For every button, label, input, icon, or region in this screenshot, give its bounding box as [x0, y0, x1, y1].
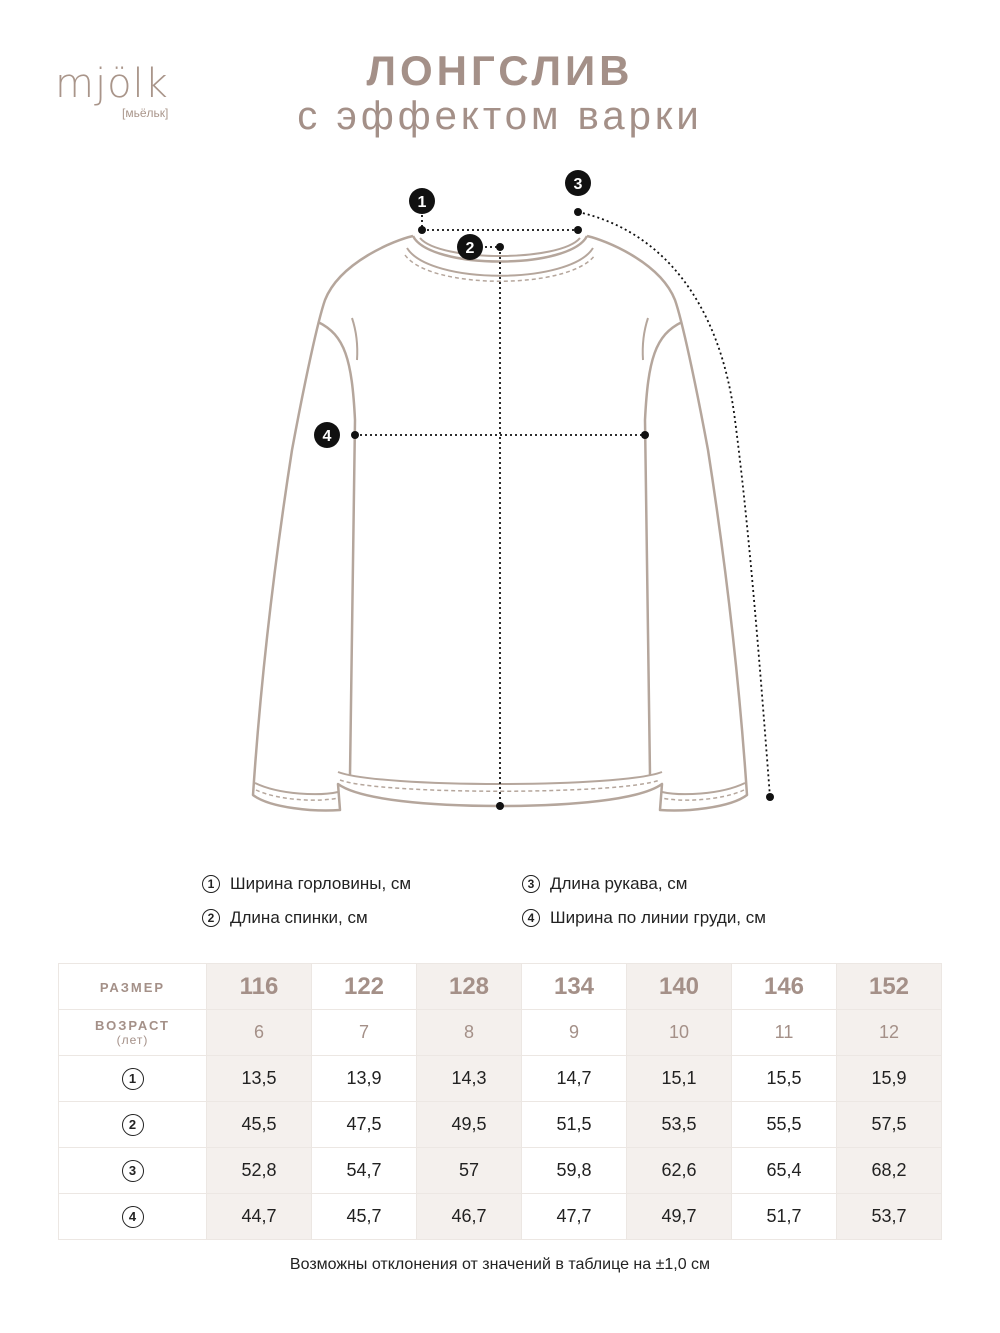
- age-cell: 8: [417, 1010, 522, 1056]
- table-cell: 45,5: [207, 1102, 312, 1148]
- size-cell: 140: [627, 964, 732, 1010]
- table-cell: 49,5: [417, 1102, 522, 1148]
- table-cell: 49,7: [627, 1194, 732, 1240]
- marker-3: [565, 170, 591, 196]
- table-cell: 45,7: [312, 1194, 417, 1240]
- page-title: [0, 48, 1000, 138]
- age-cell: 11: [732, 1010, 837, 1056]
- marker-1-label: 1: [417, 194, 427, 211]
- size-cell: 116: [207, 964, 312, 1010]
- legend-number: 1: [202, 875, 220, 893]
- logo-transcription: [мьёльк]: [122, 106, 169, 120]
- table-cell: 59,8: [522, 1148, 627, 1194]
- marker-2-label: 2: [465, 240, 475, 257]
- title-line-1: ЛОНГСЛИВ: [366, 47, 634, 94]
- table-cell: 62,6: [627, 1148, 732, 1194]
- age-cell: 10: [627, 1010, 732, 1056]
- measurement-row-2: [59, 1102, 942, 1148]
- marker-2: [457, 234, 483, 260]
- title-line-2: с эффектом варки: [297, 94, 703, 138]
- measurement-row-3: [59, 1148, 942, 1194]
- tolerance-note: Возможны отклонения от значений в таблице на ±1,0 см: [289, 1256, 711, 1273]
- table-cell: 55,5: [732, 1102, 837, 1148]
- table-cell: 53,5: [627, 1102, 732, 1148]
- size-cell: 122: [312, 964, 417, 1010]
- garment-diagram: [0, 160, 1000, 840]
- logo-wordmark: mjölk: [55, 61, 169, 107]
- legend-item-4: [522, 908, 766, 928]
- measurement-endpoints: [351, 208, 774, 810]
- row-number: 1: [59, 1056, 207, 1102]
- table-cell: 44,7: [207, 1194, 312, 1240]
- table-cell: 65,4: [732, 1148, 837, 1194]
- table-cell: 15,9: [837, 1056, 942, 1102]
- legend-text: Ширина горловины, см: [230, 874, 412, 893]
- table-cell: 47,5: [312, 1102, 417, 1148]
- legend-text: Длина рукава, см: [550, 874, 688, 893]
- age-cell: 6: [207, 1010, 312, 1056]
- table-cell: 14,7: [522, 1056, 627, 1102]
- size-table: [58, 963, 942, 1240]
- marker-3-label: 3: [573, 176, 583, 193]
- size-row: [59, 964, 942, 1010]
- size-cell: 128: [417, 964, 522, 1010]
- measurement-row-1: [59, 1056, 942, 1102]
- age-cell: 12: [837, 1010, 942, 1056]
- age-cell: 9: [522, 1010, 627, 1056]
- legend-number: 2: [202, 909, 220, 927]
- table-cell: 51,7: [732, 1194, 837, 1240]
- measurement-row-4: [59, 1194, 942, 1240]
- table-cell: 53,7: [837, 1194, 942, 1240]
- row-number: 4: [59, 1194, 207, 1240]
- table-cell: 57: [417, 1148, 522, 1194]
- table-cell: 51,5: [522, 1102, 627, 1148]
- size-cell: 152: [837, 964, 942, 1010]
- legend-item-1: [202, 874, 411, 894]
- table-cell: 13,5: [207, 1056, 312, 1102]
- legend-text: Длина спинки, см: [230, 908, 368, 927]
- table-cell: 15,5: [732, 1056, 837, 1102]
- marker-1: [409, 188, 435, 214]
- size-header: РАЗМЕР: [59, 964, 207, 1010]
- table-cell: 57,5: [837, 1102, 942, 1148]
- row-number: 3: [59, 1148, 207, 1194]
- table-cell: 13,9: [312, 1056, 417, 1102]
- row-number: 2: [59, 1102, 207, 1148]
- measurement-lines: [355, 210, 770, 806]
- table-cell: 68,2: [837, 1148, 942, 1194]
- age-header: ВОЗРАСТ (лет): [59, 1010, 207, 1056]
- legend-item-2: [202, 908, 368, 928]
- size-cell: 134: [522, 964, 627, 1010]
- table-cell: 14,3: [417, 1056, 522, 1102]
- table-cell: 52,8: [207, 1148, 312, 1194]
- table-cell: 15,1: [627, 1056, 732, 1102]
- legend-item-3: [522, 874, 687, 894]
- table-cell: 54,7: [312, 1148, 417, 1194]
- legend-number: 4: [522, 909, 540, 927]
- table-cell: 47,7: [522, 1194, 627, 1240]
- marker-4: [314, 422, 340, 448]
- age-row: [59, 1010, 942, 1056]
- table-cell: 46,7: [417, 1194, 522, 1240]
- age-cell: 7: [312, 1010, 417, 1056]
- marker-4-label: 4: [322, 428, 332, 445]
- legend-number: 3: [522, 875, 540, 893]
- legend-text: Ширина по линии груди, см: [550, 908, 766, 927]
- size-cell: 146: [732, 964, 837, 1010]
